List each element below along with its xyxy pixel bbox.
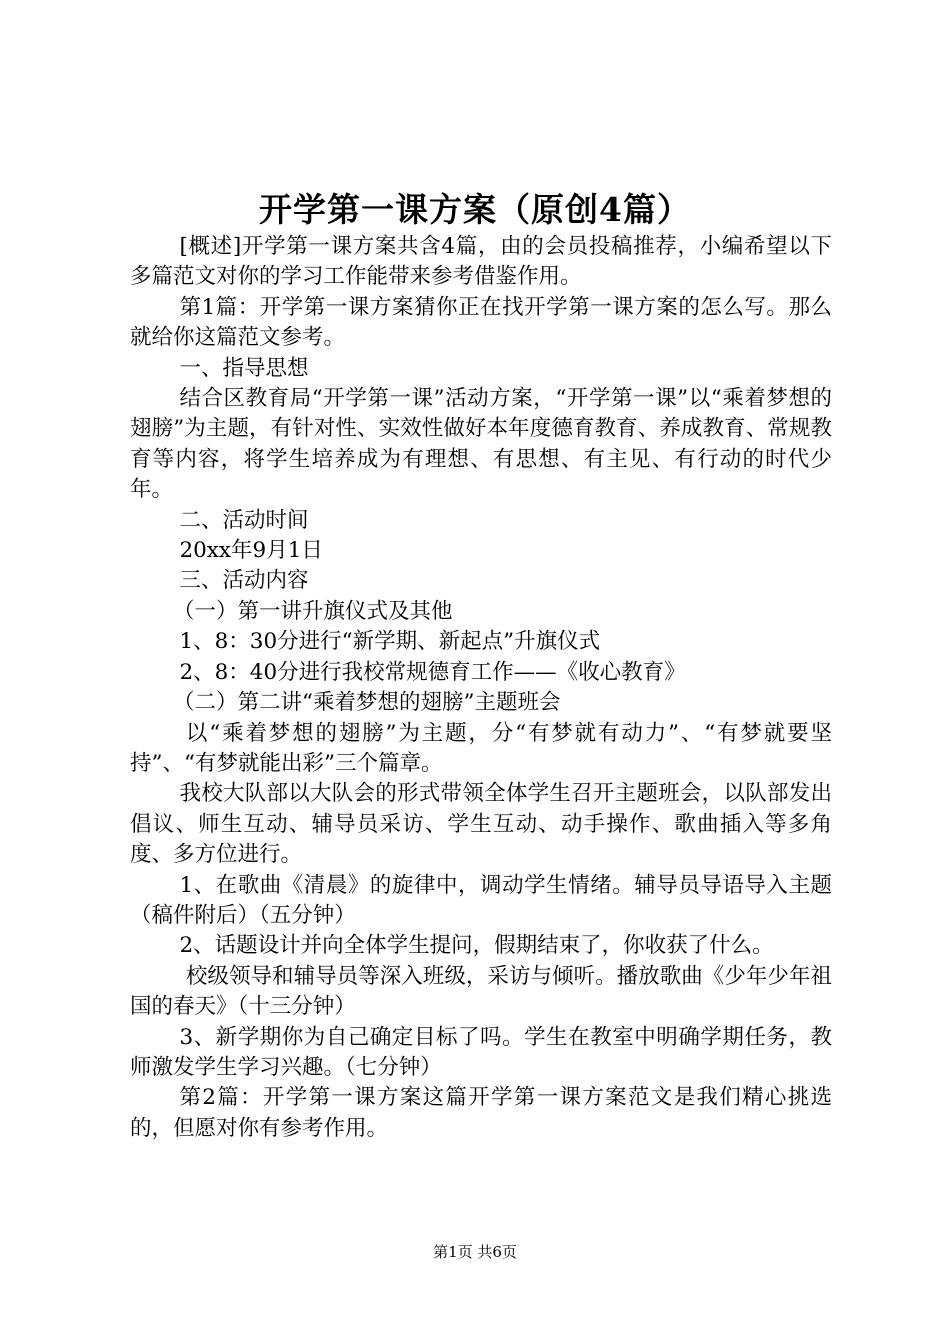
paragraph-theme-chapters: 以“乘着梦想的翅膀”为主题，分“有梦就有动力”、“有梦就要坚持”、“有梦就能出彩”三个篇章。 [130,720,832,776]
list-item-moral-education: 2、8：40分进行我校常规德育工作——《收心教育》 [179,659,686,685]
heading-activity-content: 三、活动内容 [179,568,309,594]
list-item-goals: 3、新学期你为自己确定目标了吗。学生在教室中明确学期任务，教师激发学生学习兴趣。（七分钟） [130,1024,832,1080]
paragraph-class-meeting: 我校大队部以大队会的形式带领全体学生召开主题班会，以队部发出倡议、师生互动、辅导员采访、学生互动、动手操作、歌曲插入等多角度、多方位进行。 [130,781,832,868]
list-item-song-morning: 1、在歌曲《清晨》的旋律中，调动学生情绪。辅导员导语导入主题（稿件附后）（五分钟） [130,872,832,928]
paragraph-guiding-thought: 结合区教育局“开学第一课”活动方案，“开学第一课”以“乘着梦想的翅膀”为主题，有针对性、实效性做好本年度德育教育、养成教育、常规教育等内容，将学生培养成为有理想、有思想、有主见、有行动的时代少年。 [130,386,832,503]
list-item-topic-questions: 2、话题设计并向全体学生提问，假期结束了，你收获了什么。 [179,933,774,959]
heading-activity-time: 二、活动时间 [179,507,309,533]
document-title: 开学第一课方案（原创4篇） [259,190,691,229]
paragraph-part-2-intro: 第2篇：开学第一课方案这篇开学第一课方案范文是我们精心挑选的，但愿对你有参考作用。 [130,1085,832,1141]
heading-lecture-1: （一）第一讲升旗仪式及其他 [173,598,453,624]
document-body [130,232,832,1144]
page-footer: 第1页 共6页 [433,1243,517,1261]
paragraph-summary: [概述]开学第一课方案共含4篇，由的会员投稿推荐，小编希望以下多篇范文对你的学习工作能带来参考借鉴作用。 [130,234,832,290]
heading-lecture-2: （二）第二讲“乘着梦想的翅膀”主题班会 [173,690,561,716]
paragraph-interviews: 校级领导和辅导员等深入班级，采访与倾听。播放歌曲《少年少年祖国的春天》（十三分钟） [130,963,832,1020]
heading-guiding-thought: 一、指导思想 [179,355,309,381]
paragraph-part-1-intro: 第1篇：开学第一课方案猜你正在找开学第一课方案的怎么写。那么就给你这篇范文参考。 [130,294,832,351]
paragraph-activity-date: 20xx年9月1日 [179,538,323,564]
list-item-flag-ceremony: 1、8：30分进行“新学期、新起点”升旗仪式 [179,629,601,655]
